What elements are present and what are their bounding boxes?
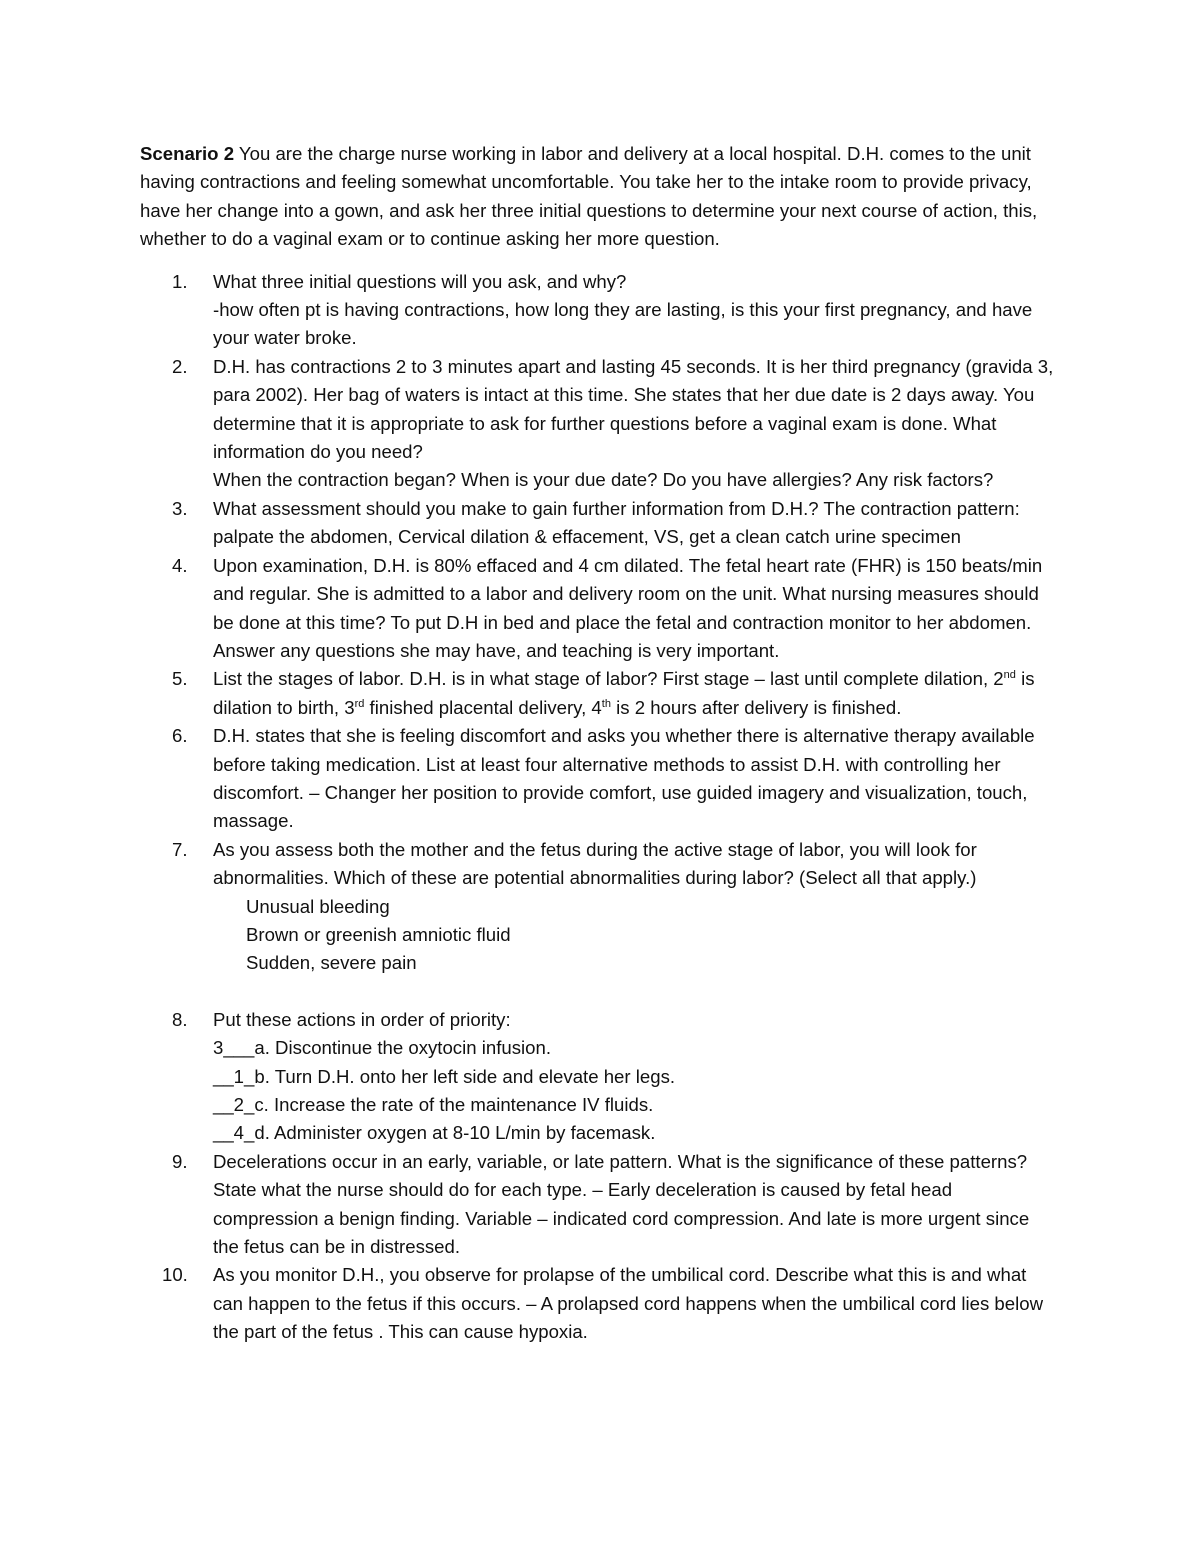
priority-item: __2_c. Increase the rate of the maintenance IV fluids. [213, 1094, 654, 1115]
ordinal-suffix: nd [1003, 669, 1016, 682]
question-answer-text [213, 665, 1060, 722]
question-number: 8. [172, 1008, 188, 1030]
priority-item: __4_d. Administer oxygen at 8-10 L/min by facemask. [213, 1122, 656, 1144]
document-page [140, 140, 1060, 1347]
option-item: Sudden, severe pain [246, 952, 417, 974]
scenario-text: You are the charge nurse working in labor and delivery at a local hospital. D.H. comes to the unit having contractions and feeling somewhat uncomfortable. You take her to the intake room to provide privacy, have her change into a gown, and ask her three initial questions to determine your next course of action, this, whether to do a vaginal exam or to continue asking her more question. [140, 143, 1038, 250]
question-number: 1. [172, 270, 188, 292]
question-item-3 [140, 495, 1060, 552]
question-number: 2. [172, 355, 188, 377]
text-segment: List the stages of labor. D.H. is in what stage of labor? First stage – last until complete dilation, 2 [213, 668, 1004, 690]
text-segment: is dilation to birth, 3 [213, 668, 1035, 718]
priority-item: __1_b. Turn D.H. onto her left side and elevate her legs. [213, 1065, 676, 1087]
question-number: 7. [172, 838, 188, 860]
question-item-9 [140, 1148, 1060, 1262]
question-number: 9. [172, 1150, 188, 1172]
text-segment: is 2 hours after delivery is finished. [610, 696, 902, 718]
question-item-2 [140, 353, 1060, 495]
ordinal-suffix: rd [354, 697, 365, 710]
text-segment: finished placental delivery, 4 [364, 696, 602, 718]
question-answer-text: As you monitor D.H., you observe for prolapse of the umbilical cord. Describe what this is and what can happen to the fetus if this occurs. – A prolapsed cord happens when the umbilical cord lies below the part of the fetus . This can cause hypoxia. [213, 1264, 1043, 1343]
question-number: 6. [172, 725, 188, 747]
question-item-10 [140, 1261, 1060, 1346]
question-text: What three initial questions will you ask, and why? [213, 270, 627, 292]
question-answer-text: D.H. states that she is feeling discomfort and asks you whether there is alternative therapy available before taking medication. List at least four alternative methods to assist D.H. with controlling her discomfort. – Changer her position to provide comfort, use guided imagery and visualization, touch, massage. [213, 725, 1035, 832]
question-number: 5. [172, 668, 188, 690]
question-item-1 [140, 268, 1060, 353]
question-number: 10. [162, 1264, 188, 1286]
question-text: As you assess both the mother and the fetus during the active stage of labor, you will look for abnormalities. Which of these are potential abnormalities during labor? (Select all that apply.) [213, 838, 977, 889]
scenario-label: Scenario 2 [140, 143, 235, 164]
question-list [140, 268, 1060, 1347]
question-text: D.H. has contractions 2 to 3 minutes apart and lasting 45 seconds. It is her third pregnancy (gravida 3, para 2002). Her bag of waters is intact at this time. She states that her due date is 2 days away. You determine that it is appropriate to ask for further questions before a vaginal exam is done. What information do you need? [213, 355, 1054, 463]
question-answer-text: Decelerations occur in an early, variable, or late pattern. What is the significance of these patterns? State what the nurse should do for each type. – Early deceleration is caused by fetal head compression a benign finding. Variable – indicated cord compression. And late is more urgent since the fetus can be in distressed. [213, 1150, 1030, 1258]
question-item-5 [140, 665, 1060, 722]
option-list [213, 893, 1060, 978]
question-number: 4. [172, 554, 188, 576]
question-item-7 [140, 836, 1060, 1006]
priority-item: 3___a. Discontinue the oxytocin infusion. [213, 1037, 552, 1059]
answer-text: When the contraction began? When is your due date? Do you have allergies? Any risk factors? [213, 469, 994, 491]
option-item: Unusual bleeding [246, 895, 390, 917]
question-item-8 [140, 1006, 1060, 1148]
option-item: Brown or greenish amniotic fluid [246, 923, 511, 945]
ordinal-suffix: th [601, 697, 611, 710]
scenario-intro [140, 140, 1060, 254]
answer-text: -how often pt is having contractions, how long they are lasting, is this your first pregnancy, and have your water broke. [213, 299, 1033, 349]
blank-line [213, 978, 1060, 1006]
question-answer-text: Upon examination, D.H. is 80% effaced and 4 cm dilated. The fetal heart rate (FHR) is 150 beats/min and regular. She is admitted to a labor and delivery room on the unit. What nursing measures should be done at this time? To put D.H in bed and place the fetal and contraction monitor to her abdomen. Answer any questions she may have, and teaching is very important. [213, 554, 1043, 661]
question-answer-text: What assessment should you make to gain further information from D.H.? The contraction pattern: palpate the abdomen, Cervical dilation & effacement, VS, get a clean catch urine specimen [213, 497, 1020, 548]
question-item-6 [140, 722, 1060, 836]
question-item-4 [140, 552, 1060, 666]
question-text: Put these actions in order of priority: [213, 1008, 511, 1030]
question-number: 3. [172, 497, 188, 519]
